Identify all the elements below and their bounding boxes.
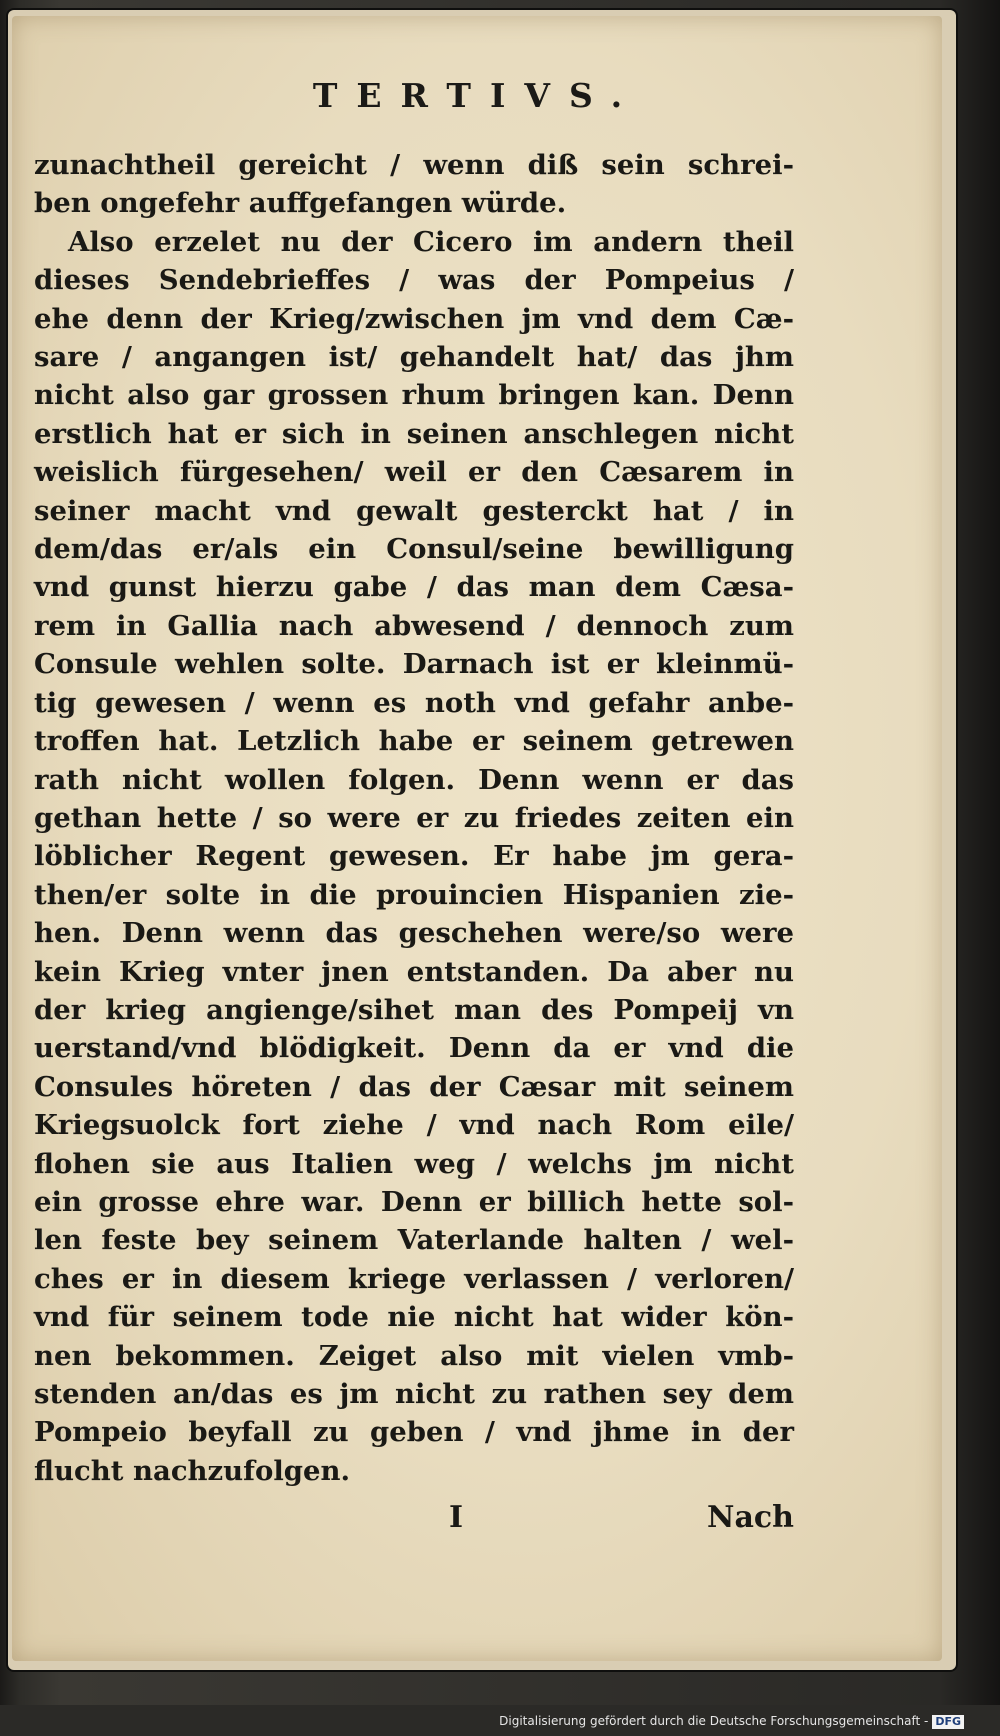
text-line: vnd für seinem tode nie nicht hat wider kön- [34,1301,794,1334]
text-line: Consule wehlen solte. Darnach ist er kleinmü- [34,648,794,681]
text-line: dem/das er/als ein Consul/seine bewilligung [34,533,794,566]
text-line: sare / angangen ist/ gehandelt hat/ das jhm [34,341,794,374]
text-line: kein Krieg vnter jnen entstanden. Da aber nu [34,955,794,988]
text-line: der krieg angienge/sihet man des Pompeij vn [34,993,794,1026]
catchword: Nach [707,1500,794,1535]
text-line: seiner macht vnd gewalt gesterckt hat / in [34,494,794,527]
running-head: TERTIVS. [312,76,642,115]
credit-text: Digitalisierung gefördert durch die Deutsche Forschungsgemeinschaft - [499,1714,929,1728]
book-page [12,16,942,1661]
text-line: nicht also gar grossen rhum bringen kan. Denn [34,379,794,412]
text-line: vnd gunst hierzu gabe / das man dem Cæsa- [34,571,794,604]
text-line: ben ongefehr auffgefangen würde. [34,187,567,220]
dfg-logo-icon: DFG [932,1715,964,1729]
text-line: ein grosse ehre war. Denn er billich hette sol- [34,1185,794,1218]
text-line: Kriegsuolck fort ziehe / vnd nach Rom eile/ [34,1109,794,1142]
text-line: flohen sie aus Italien weg / welchs jm nicht [34,1147,794,1180]
text-line: rem in Gallia nach abwesend / dennoch zum [34,609,794,642]
text-line: erstlich hat er sich in seinen anschlegen nicht [34,417,794,450]
text-line: Pompeio beyfall zu geben / vnd jhme in der [34,1416,794,1449]
text-line: then/er solte in die prouincien Hispanien zie- [34,878,794,911]
signature-mark: I [449,1500,464,1535]
text-line: Consules höreten / das der Cæsar mit seinem [34,1070,794,1103]
text-line: zunachtheil gereicht / wenn diß sein schrei- [34,149,794,181]
text-line: nen bekommen. Zeiget also mit vielen vmb- [34,1339,794,1372]
text-line: ehe denn der Krieg/zwischen jm vnd dem Cæ- [34,302,794,335]
text-line: löblicher Regent gewesen. Er habe jm gera- [34,840,794,873]
text-line: flucht nachzufolgen. [34,1454,351,1487]
text-line: gethan hette / so were er zu friedes zeiten ein [34,801,794,834]
text-line: hen. Denn wenn das geschehen were/so were [34,917,794,950]
text-line: tig gewesen / wenn es noth vnd gefahr anbe- [34,686,794,719]
text-line: troffen hat. Letzlich habe er seinem getrewen [34,725,794,758]
digitization-credit [499,1714,964,1729]
page-footer [34,1496,794,1546]
text-line: rath nicht wollen folgen. Denn wenn er das [34,763,794,796]
text-line: weislich fürgesehen/ weil er den Cæsarem in [34,456,794,489]
text-line: Also erzelet nu der Cicero im andern theil [68,225,794,258]
text-line: dieses Sendebrieffes / was der Pompeius / [34,264,794,297]
text-line: ches er in diesem kriege verlassen / verloren/ [34,1262,794,1295]
text-line: len feste bey seinem Vaterlande halten / wel- [34,1224,794,1257]
text-line: stenden an/das es jm nicht zu rathen sey dem [34,1378,794,1410]
text-line: uerstand/vnd blödigkeit. Denn da er vnd die [34,1032,794,1065]
body-text [34,146,794,1490]
